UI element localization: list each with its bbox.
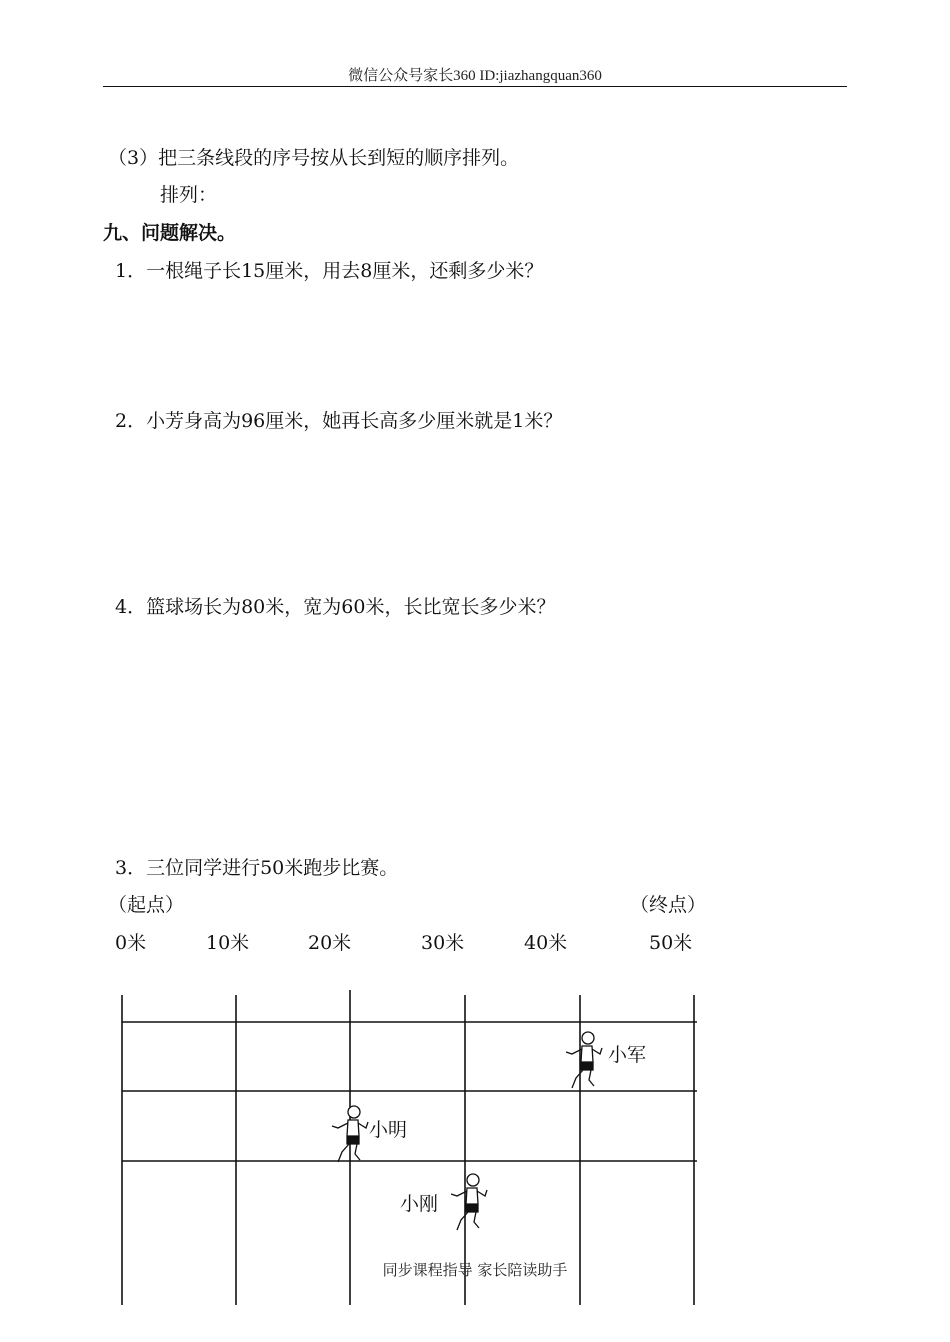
question-9-2: 2．小芳身高为96厘米，她再长高多少厘米就是1米？: [115, 410, 563, 432]
runner-label-xiaogang: 小刚: [400, 1193, 439, 1215]
question-9-1: 1．一根绳子长15厘米，用去8厘米，还剩多少米？: [115, 260, 544, 282]
distance-mark-0: 0米: [115, 932, 147, 954]
question-9-4: 4．篮球场长为80米，宽为60米，长比宽长多少米？: [115, 596, 556, 618]
sort-answer-label: 排列：: [160, 184, 218, 206]
runner-icon: [566, 1032, 602, 1088]
finish-label: （终点）: [630, 894, 707, 916]
distance-mark-10: 10米: [206, 932, 250, 954]
runner-label-xiaojun: 小军: [608, 1044, 647, 1066]
section-9-title: 九、问题解决。: [103, 222, 237, 244]
page-footer: 同步课程指导 家长陪读助手: [382, 1261, 568, 1279]
start-label: （起点）: [108, 894, 185, 916]
distance-mark-50: 50米: [649, 932, 693, 954]
distance-mark-20: 20米: [308, 932, 352, 954]
distance-mark-30: 30米: [421, 932, 465, 954]
question-9-3: 3．三位同学进行50米跑步比赛。: [115, 857, 399, 879]
runner-label-xiaoming: 小明: [369, 1119, 408, 1141]
distance-mark-40: 40米: [524, 932, 568, 954]
question-8-part-3: （3）把三条线段的序号按从长到短的顺序排列。: [108, 147, 520, 169]
page-header: 微信公众号家长360 ID:jiazhangquan360: [348, 68, 602, 84]
runner-icon: [451, 1174, 487, 1230]
